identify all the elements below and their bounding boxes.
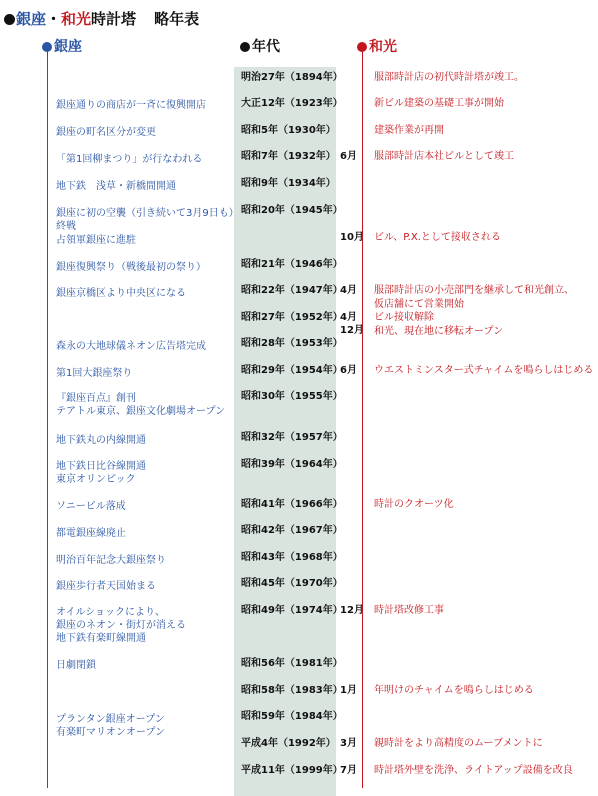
wako-event: 親時計をより高精度のムーブメントに bbox=[374, 738, 543, 749]
ginza-event: 銀座歩行者天国始まる bbox=[56, 581, 156, 592]
wako-header-label: 和光 bbox=[369, 39, 397, 55]
wako-event: 年明けのチャイムを鳴らしはじめる bbox=[374, 685, 534, 696]
ginza-event: ソニービル落成 bbox=[56, 501, 126, 512]
ginza-event: 明治百年記念大銀座祭り bbox=[56, 555, 166, 566]
year-column-header bbox=[240, 38, 280, 56]
year-cell: 昭和7年（1932年） bbox=[241, 151, 336, 162]
ginza-event: 銀座復興祭り（戦後最初の祭り） bbox=[56, 262, 206, 273]
ginza-column-header bbox=[42, 38, 82, 56]
year-cell: 昭和43年（1968年） bbox=[241, 552, 343, 563]
black-dot-icon bbox=[240, 42, 250, 52]
year-cell: 大正12年（1923年） bbox=[241, 98, 343, 109]
month-cell: 12月 bbox=[340, 605, 364, 616]
ginza-header-label: 銀座 bbox=[54, 39, 82, 55]
wako-event: 服部時計店の小売部門を継承して和光創立、 bbox=[374, 285, 574, 296]
ginza-event: 『銀座百点』創刊 bbox=[56, 393, 136, 404]
red-dot-icon bbox=[357, 42, 367, 52]
year-cell: 昭和22年（1947年） bbox=[241, 285, 343, 296]
month-cell: 6月 bbox=[340, 151, 357, 162]
month-cell: 10月 bbox=[340, 232, 364, 243]
year-cell: 昭和9年（1934年） bbox=[241, 178, 336, 189]
month-cell: 12月 bbox=[340, 325, 364, 336]
ginza-event: 有楽町マリオンオープン bbox=[56, 727, 165, 738]
year-cell: 明治27年（1894年） bbox=[241, 72, 343, 83]
ginza-event: 第1回大銀座祭り bbox=[56, 368, 133, 379]
year-cell: 昭和39年（1964年） bbox=[241, 459, 343, 470]
ginza-event: 銀座の町名区分が変更 bbox=[56, 127, 156, 138]
bullet-icon bbox=[4, 14, 15, 25]
year-cell: 昭和56年（1981年） bbox=[241, 658, 343, 669]
month-cell: 3月 bbox=[340, 738, 357, 749]
year-cell: 昭和20年（1945年） bbox=[241, 205, 343, 216]
year-cell: 昭和21年（1946年） bbox=[241, 259, 343, 270]
month-cell: 6月 bbox=[340, 365, 357, 376]
ginza-event: 地下鉄 浅草・新橋間開通 bbox=[56, 181, 176, 192]
year-cell: 昭和58年（1983年） bbox=[241, 685, 343, 696]
wako-event: 服部時計店の初代時計塔が竣工。 bbox=[374, 72, 524, 83]
wako-event: 新ビル建築の基礎工事が開始 bbox=[374, 98, 504, 109]
ginza-event: 森永の大地球儀ネオン広告塔完成 bbox=[56, 341, 206, 352]
ginza-timeline-line bbox=[47, 48, 48, 788]
year-cell: 昭和45年（1970年） bbox=[241, 578, 343, 589]
title-wako: 和光 bbox=[61, 10, 92, 28]
ginza-event: 銀座に初の空襲（引き続いて3月9日も） bbox=[56, 208, 239, 219]
ginza-event: 銀座のネオン・街灯が消える bbox=[56, 620, 186, 631]
wako-event: ビル接収解除 bbox=[374, 312, 434, 323]
wako-event: 和光、現在地に移転オープン bbox=[374, 326, 504, 337]
wako-event: 時計塔改修工事 bbox=[374, 605, 444, 616]
year-cell: 昭和30年（1955年） bbox=[241, 391, 343, 402]
wako-event: ビル、P.X.として接収される bbox=[374, 232, 501, 243]
wako-event: 時計のクオーツ化 bbox=[374, 499, 454, 510]
ginza-event: 銀座京橋区より中央区になる bbox=[56, 288, 186, 299]
year-cell: 昭和59年（1984年） bbox=[241, 711, 343, 722]
wako-event: 仮店舗にて営業開始 bbox=[374, 299, 464, 310]
ginza-event: 銀座通りの商店が一斉に復興開店 bbox=[56, 100, 206, 111]
ginza-event: プランタン銀座オープン bbox=[56, 714, 165, 725]
month-cell: 4月 bbox=[340, 285, 357, 296]
year-cell: 昭和41年（1966年） bbox=[241, 499, 343, 510]
title-separator: ・ bbox=[46, 10, 62, 28]
year-cell: 昭和49年（1974年） bbox=[241, 605, 343, 616]
wako-event: 時計塔外壁を洗浄、ライトアップ設備を改良 bbox=[374, 765, 573, 776]
ginza-event: 日劇閉鎖 bbox=[56, 660, 96, 671]
ginza-event: 都電銀座線廃止 bbox=[56, 528, 126, 539]
year-cell: 昭和5年（1930年） bbox=[241, 125, 336, 136]
year-cell: 昭和27年（1952年） bbox=[241, 312, 343, 323]
title-tower: 時計塔 bbox=[91, 10, 137, 28]
wako-timeline-line bbox=[362, 48, 363, 788]
page-title bbox=[4, 8, 199, 30]
wako-event: ウエストミンスター式チャイムを鳴らしはじめる bbox=[374, 365, 594, 376]
ginza-event: 「第1回柳まつり」が行なわれる bbox=[56, 154, 203, 165]
year-cell: 昭和29年（1954年） bbox=[241, 365, 343, 376]
month-cell: 4月 bbox=[340, 312, 357, 323]
year-cell: 平成4年（1992年） bbox=[241, 738, 336, 749]
ginza-event: 地下鉄丸の内線開通 bbox=[56, 435, 146, 446]
ginza-event: 終戦 bbox=[56, 221, 76, 232]
ginza-event: テアトル東京、銀座文化劇場オープン bbox=[56, 406, 226, 417]
title-ginza: 銀座 bbox=[16, 10, 47, 28]
year-header-label: 年代 bbox=[252, 39, 280, 55]
blue-dot-icon bbox=[42, 42, 52, 52]
ginza-event: 東京オリンピック bbox=[56, 474, 136, 485]
ginza-event: 地下鉄有楽町線開通 bbox=[56, 633, 146, 644]
year-cell: 昭和28年（1953年） bbox=[241, 338, 343, 349]
month-cell: 7月 bbox=[340, 765, 357, 776]
title-chronology: 略年表 bbox=[154, 10, 200, 28]
wako-column-header bbox=[357, 38, 397, 56]
ginza-event: 地下鉄日比谷線開通 bbox=[56, 461, 146, 472]
year-cell: 平成11年（1999年） bbox=[241, 765, 343, 776]
wako-event: 服部時計店本社ビルとして竣工 bbox=[374, 151, 514, 162]
ginza-event: 占領軍銀座に進駐 bbox=[56, 235, 136, 246]
year-cell: 昭和42年（1967年） bbox=[241, 525, 343, 536]
month-cell: 1月 bbox=[340, 685, 357, 696]
ginza-event: オイルショックにより、 bbox=[56, 607, 166, 618]
wako-event: 建築作業が再開 bbox=[374, 125, 444, 136]
year-cell: 昭和32年（1957年） bbox=[241, 432, 343, 443]
